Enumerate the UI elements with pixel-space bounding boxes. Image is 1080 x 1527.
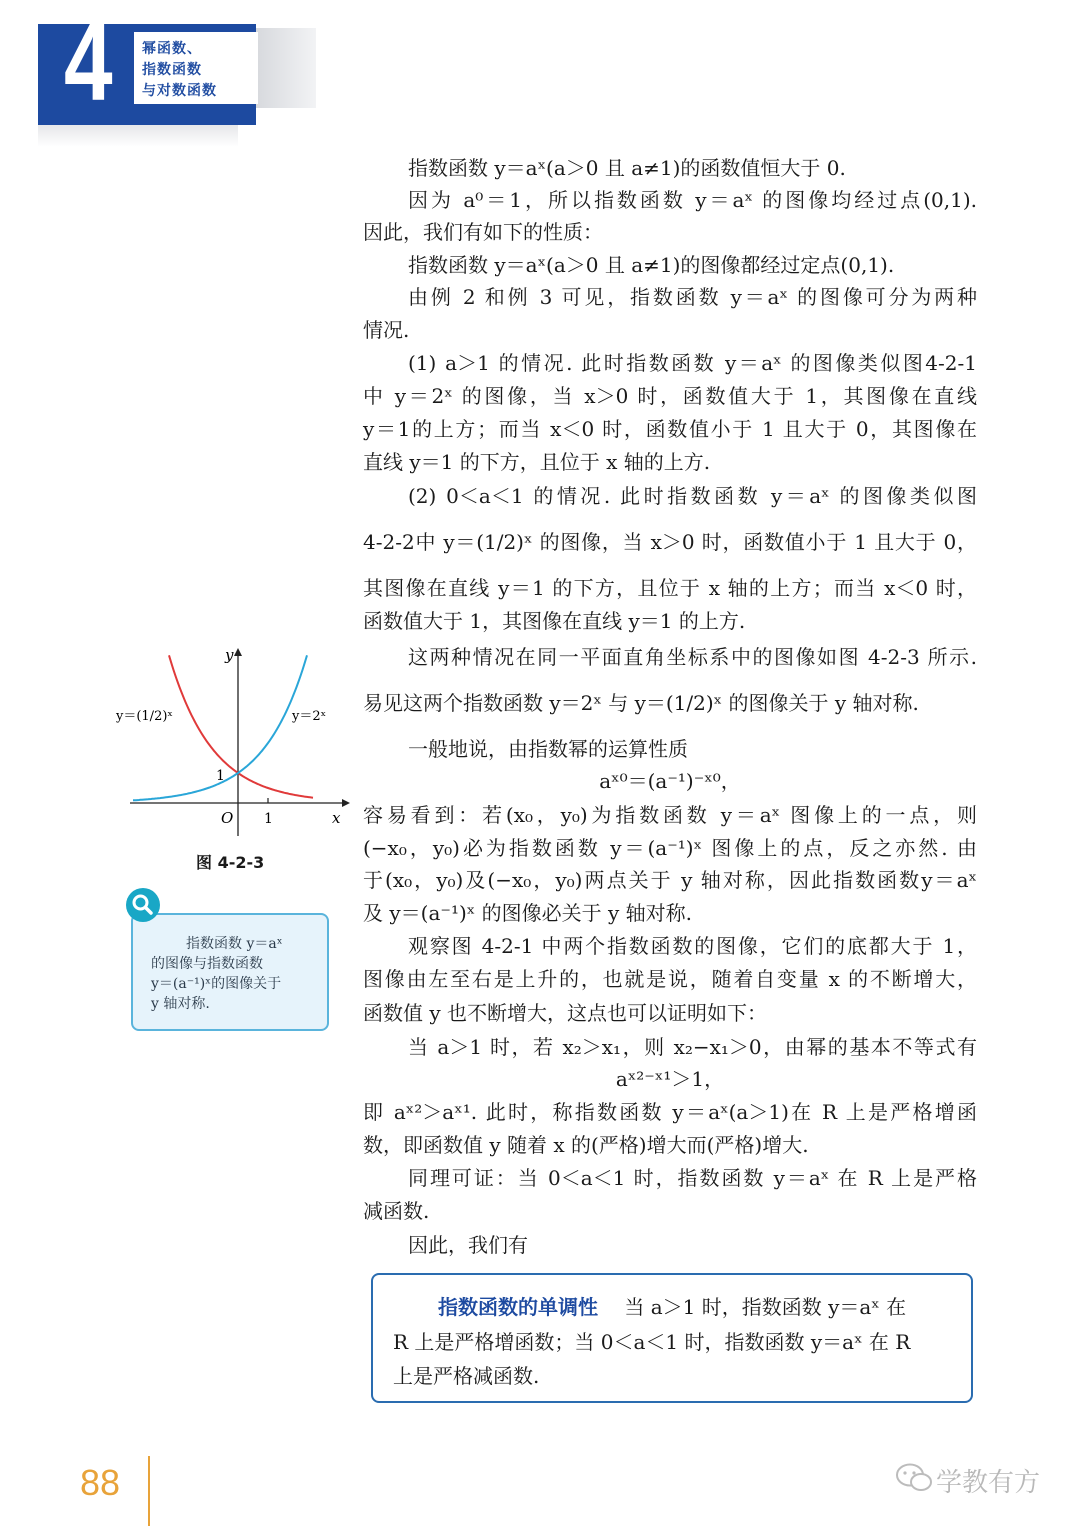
watermark-text: 学教有方 xyxy=(936,1468,1041,1498)
search-icon xyxy=(126,888,160,922)
curve-right-label: y＝2ˣ xyxy=(292,709,327,724)
x-tick-label: 1 xyxy=(264,811,273,827)
page-number: 88 xyxy=(80,1462,121,1503)
text-line: 情况. xyxy=(363,318,410,342)
text-line: 一般地说，由指数幂的运算性质 xyxy=(408,737,688,761)
text-line: 指数函数 y＝aˣ(a＞0 且 a≠1)的函数值恒大于 0. xyxy=(408,156,846,180)
x-axis-label: x xyxy=(332,809,341,827)
text-line: (1) a＞1 的情况. 此时指数函数 y＝aˣ 的图像类似图4-2-1 xyxy=(408,351,977,375)
text-line: 这两种情况在同一平面直角坐标系中的图像如图 4-2-3 所示. xyxy=(408,645,977,669)
text-line: 因为 a⁰＝1，所以指数函数 y＝aˣ 的图像均经过点(0,1). xyxy=(408,188,977,212)
text-line: 及 y＝(a⁻¹)ˣ 的图像必关于 y 轴对称. xyxy=(363,901,692,925)
figure-caption: 图 4-2-3 xyxy=(196,853,265,872)
note-line: y 轴对称. xyxy=(151,996,210,1012)
exponential-graph xyxy=(110,640,350,840)
text-line: 容易看到：若(x₀，y₀)为指数函数 y＝aˣ 图像上的一点，则 xyxy=(363,803,977,827)
text-line: 观察图 4-2-1 中两个指数函数的图像，它们的底都大于 1， xyxy=(408,934,977,958)
formula: aˣ⁰＝(a⁻¹)⁻ˣ⁰， xyxy=(599,769,741,793)
text-line: 即 aˣ²＞aˣ¹. 此时，称指数函数 y＝aˣ(a＞1)在 R 上是严格增函 xyxy=(363,1100,977,1124)
text-line: 函数值大于 1，其图像在直线 y＝1 的上方. xyxy=(363,609,746,633)
text-line: 于(x₀，y₀)及(−x₀，y₀)两点关于 y 轴对称，因此指数函数y＝aˣ xyxy=(363,868,977,892)
text-line: 指数函数 y＝aˣ(a＞0 且 a≠1)的图像都经过定点(0,1). xyxy=(408,253,895,277)
conclusion-line-1-text: 当 a＞1 时，指数函数 y＝aˣ 在 xyxy=(624,1295,907,1319)
conclusion-title: 指数函数的单调性 xyxy=(438,1295,598,1319)
curve-half-power-x xyxy=(169,655,313,797)
text-line: 4-2-2中 y＝(1/2)ˣ 的图像，当 x＞0 时，函数值小于 1 且大于 0， xyxy=(363,530,977,554)
note-line: 指数函数 y＝aˣ xyxy=(186,936,283,952)
origin-label: O xyxy=(221,809,234,827)
x-axis-arrow xyxy=(342,799,350,807)
conclusion-line-2: R 上是严格增函数；当 0＜a＜1 时，指数函数 y＝aˣ 在 R xyxy=(393,1330,911,1354)
chapter-title-line-2: 指数函数 xyxy=(142,62,202,78)
formula: aˣ²⁻ˣ¹＞1， xyxy=(615,1067,725,1091)
text-line: 易见这两个指数函数 y＝2ˣ 与 y＝(1/2)ˣ 的图像关于 y 轴对称. xyxy=(363,691,919,715)
text-line: 函数值 y 也不断增大，这点也可以证明如下： xyxy=(363,1001,768,1025)
chapter-number: 4 xyxy=(64,0,113,124)
conclusion-line-1 xyxy=(438,1291,906,1320)
y-axis-arrow xyxy=(234,648,242,656)
text-line: 由例 2 和例 3 可见，指数函数 y＝aˣ 的图像可分为两种 xyxy=(408,285,977,309)
text-line: 因此，我们有 xyxy=(408,1233,528,1257)
note-line: y＝(a⁻¹)ˣ的图像关于 xyxy=(151,976,282,992)
text-line: (−x₀，y₀)必为指数函数 y＝(a⁻¹)ˣ 图像上的点，反之亦然. 由 xyxy=(363,836,977,860)
chapter-banner-shadow xyxy=(38,125,238,147)
chapter-title-line-3: 与对数函数 xyxy=(142,83,217,99)
y-axis-label: y xyxy=(225,646,234,664)
text-line: 数，即函数值 y 随着 x 的(严格)增大而(严格)增大. xyxy=(363,1133,809,1157)
text-line: 因此，我们有如下的性质： xyxy=(363,220,603,244)
text-line: (2) 0＜a＜1 的情况. 此时指数函数 y＝aˣ 的图像类似图 xyxy=(408,484,977,508)
text-line: 图像由左至右是上升的，也就是说，随着自变量 x 的不断增大， xyxy=(363,967,977,991)
wechat-icon xyxy=(895,1462,933,1494)
curve-left-label: y＝(1/2)ˣ xyxy=(116,709,173,724)
text-line: 其图像在直线 y＝1 的下方，且位于 x 轴的上方；而当 x＜0 时， xyxy=(363,576,977,600)
text-line: 同理可证：当 0＜a＜1 时，指数函数 y＝aˣ 在 R 上是严格 xyxy=(408,1166,977,1190)
conclusion-line-3: 上是严格减函数. xyxy=(393,1364,540,1388)
text-line: 减函数. xyxy=(363,1199,430,1223)
footer-divider xyxy=(148,1456,150,1526)
chapter-banner-shade xyxy=(256,28,316,108)
y-tick-label: 1 xyxy=(216,768,225,784)
text-line: 当 a＞1 时，若 x₂＞x₁，则 x₂−x₁＞0，由幂的基本不等式有 xyxy=(408,1035,977,1059)
text-line: 直线 y＝1 的下方，且位于 x 轴的上方. xyxy=(363,450,711,474)
text-line: y＝1的上方；而当 x＜0 时，函数值小于 1 且大于 0，其图像在 xyxy=(363,417,977,441)
chapter-title-line-1: 幂函数、 xyxy=(142,41,202,57)
text-line: 中 y＝2ˣ 的图像，当 x＞0 时，函数值大于 1，其图像在直线 xyxy=(363,384,977,408)
note-line: 的图像与指数函数 xyxy=(151,956,263,972)
